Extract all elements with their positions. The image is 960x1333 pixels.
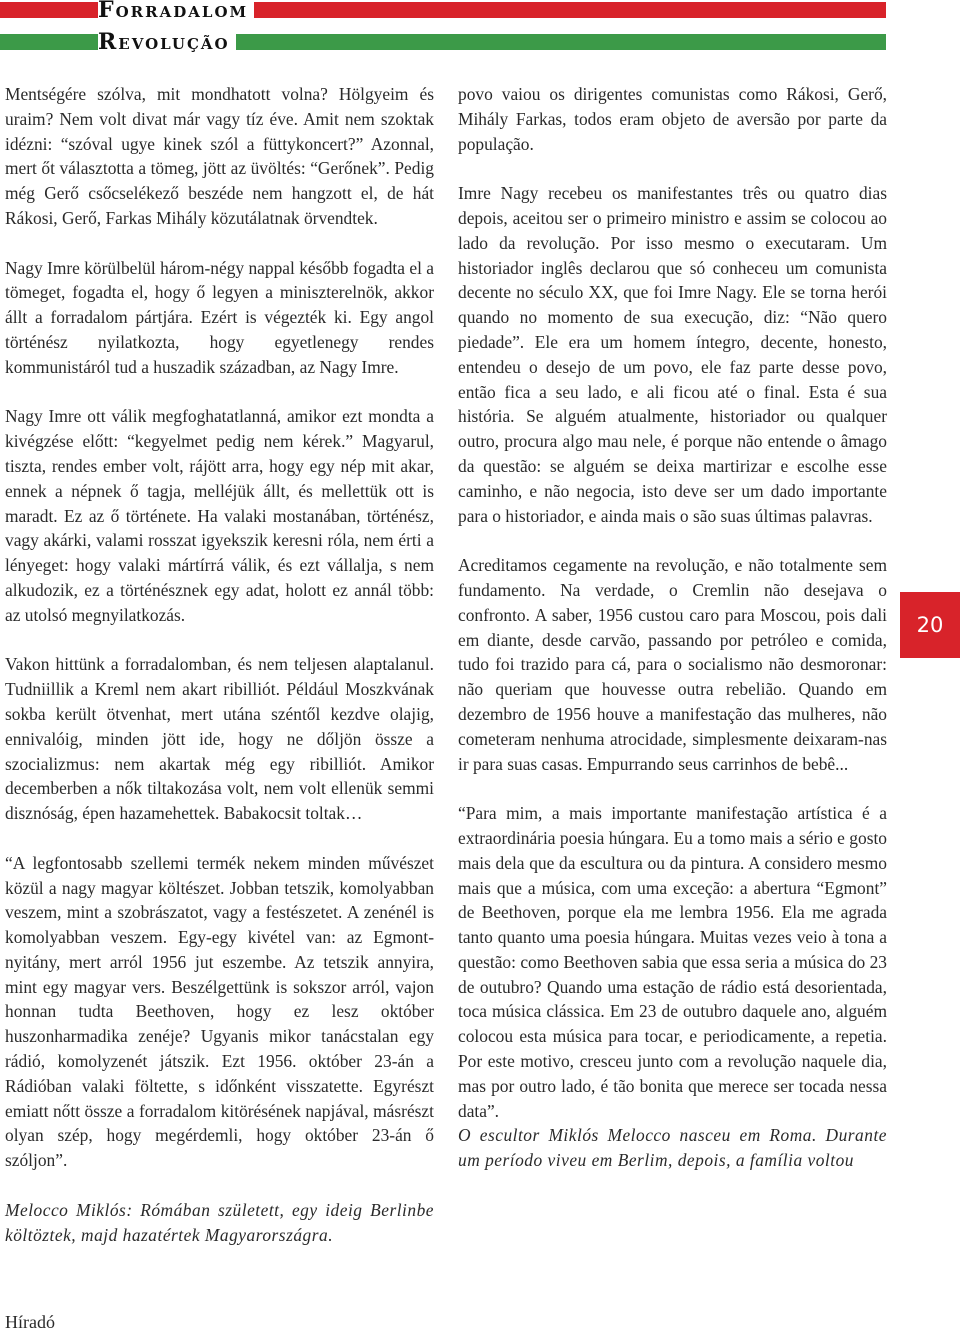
page-number-badge: 20 [900, 592, 960, 658]
paragraph: Nagy Imre körülbelül három-négy nappal később fogadta el a tömeget, fogadta el, hogy ő legyen a miniszterelnök, akkor állt a forradalom pártjára. Ezért is végezték ki. Egy angol történész nyilatkozta, hogy egyetlenegy rendes kommunistáról tud a huszadik században, az Nagy Imre. [5, 257, 434, 377]
portuguese-column [458, 82, 887, 1198]
paragraph: Acreditamos cegamente na revolução, e não totalmente sem fundamento. Na verdade, o Cremlin não desejava o confronto. A saber, 1956 custou caro para Moscou, pois dali em diante, desde carvão, passando por petróleo e comida, tudo foi trazido para cá, para o socialismo não desmoronar: não queriam que houvesse outra rebelião. Quando em dezembro de 1956 houve a manifestação das mulheres, não cometeram nenhuma atrocidade, simplesmente deixaram-nas ir para suas casas. Empurrando seus carrinhos de bebê... [458, 555, 887, 774]
header-title-hungarian: Forradalom [98, 0, 254, 22]
paragraph: Vakon hittünk a forradalomban, és nem teljesen alaptalanul. Tudniillik a Kreml nem akart ribilliót. Például Moszkvának sokba került ötvenhat, mert utána széntől kezdve olajig, ennivalóig, minden jött ide, hogy ne dőljön össze a szocializmus: nem akartak még egy ribilliót. Amikor decemberben a nők tiltakozása volt, nem volt ellenük semmi disznóság, épen hazamehettek. Babakocsit toltak… [5, 654, 434, 824]
header-title-portuguese: Revolução [98, 30, 236, 54]
paragraph: povo vaiou os dirigentes comunistas como Rákosi, Gerő, Mihály Farkas, todos eram objeto de aversão por parte da população. [458, 84, 887, 154]
hungarian-column [5, 82, 434, 1272]
quote-paragraph: “Para mim, a mais importante manifestação artística é a extraordinária poesia húngara. Eu a tomo mais a sério e gosto mais dela que da escultura ou da pintura. A considero mesmo mais que a música, com uma exceção: a abertura “Egmont” de Beethoven, porque ela me lembra 1956. Ela me agrada tanto quanto uma poesia húngara. Muitas vezes veio à tona a questão: como Beethoven sabia que essa seria a música do 23 de outubro? Quando uma estação de rádio está desorientada, toca música clássica. Em 23 de outubro daquele ano, alguém colocou esta música para tocar, e periodicamente, a repetia. Por este motivo, cresceu junto com a revolução naquele dia, mas por outro lado, é tão bonita que merece ser tocada nessa data”. [458, 803, 887, 1121]
paragraph: Nagy Imre ott válik megfoghatatlanná, amikor ezt mondta a kivégzése előtt: “kegyelmet pedig nem kérek.” Magyarul, tiszta, rendes ember volt, rájött arra, hogy egy nép mit akar, ennek a népnek ő tagja, melléjük állt, és mellettük ott is maradt. Ez az ő története. Ha valaki mostanában, történész, vagy akárki, valami rosszat igyekszik keresni róla, nem érti a lényeget: hogy valaki mártírrá válik, és ezt vállalja, s nem alkudozik, ez a történésznek egy adat, holott ez annál több: az utolsó megnyilatkozás. [5, 406, 434, 625]
author-bio: Melocco Miklós: Rómában született, egy ideig Berlinbe költöztek, majd hazatértek Magyarországra. [5, 1199, 434, 1245]
quote-paragraph: “A legfontosabb szellemi termék nekem minden művészet közül a nagy magyar költészet. Jobban tetszik, komolyabban veszem, mint a szobrászatot, vagy a festészetet. A zenénél is komolyabban veszem. Egy-egy kivétel van: az Egmont-nyitány, mert arról 1956 jut eszembe. Az tetszik annyira, mint egy magyar vers. Beszélgettünk is sokszor arról, vajon honnan tudta Beethoven, hogy ez lesz október huszonharmadika zenéje? Ugyanis mikor tanácstalan egy rádió, komolyzenét játszik. Ezt 1956. október 23-án a Rádióban valaki föltette, s időnként visszatette. Egyrészt emiatt nőtt össze a forradalom kitörésének napjával, másrészt olyan szép, hogy megérdemli, hogy október 23-án ő szóljon”. [5, 852, 434, 1171]
paragraph: Mentségére szólva, mit mondhatott volna? Hölgyeim és uraim? Nem volt divat már vagy tíz éve. Amit nem szoktak idézni: “szóval ugye kinek szól a füttykoncert?” Azonnal, mert őt választotta a tömeg, jött az üvöltés: “Gerőnek”. Pedig még Gerő csőcselékező beszéde nem hangzott el, de hát Rákosi, Gerő, Farkas Mihály közutálatnak örvendtek. [5, 84, 434, 228]
footer-publication-name: Híradó [5, 1312, 55, 1332]
paragraph: Imre Nagy recebeu os manifestantes três ou quatro dias depois, aceitou ser o primeiro ministro e assim se colocou ao lado da revolução. Por isso mesmo o executaram. Um historiador inglês declarou que só conheceu um comunista decente no século XX, que foi Imre Nagy. Ele se torna herói quando no momento de sua execução, diz: “Não quero piedade”. Ele era um homem íntegro, decente, honesto, entendeu o desejo de um povo, ele faz parte desse povo, então fica a seu lado, e ali ficou até o final. Esta é sua história. Se alguém atualmente, historiador ou qualquer outro, procura algo mau nele, é porque não entende o âmago da questão: se alguém se deixa martirizar e escolhe esse caminho, e não negocia, isto deve ser um dado importante para o historiador, e ainda mais o são suas últimas palavras. [458, 183, 887, 526]
author-bio: O escultor Miklós Melocco nasceu em Roma. Durante um período viveu em Berlim, depois, a família voltou [458, 1125, 887, 1171]
